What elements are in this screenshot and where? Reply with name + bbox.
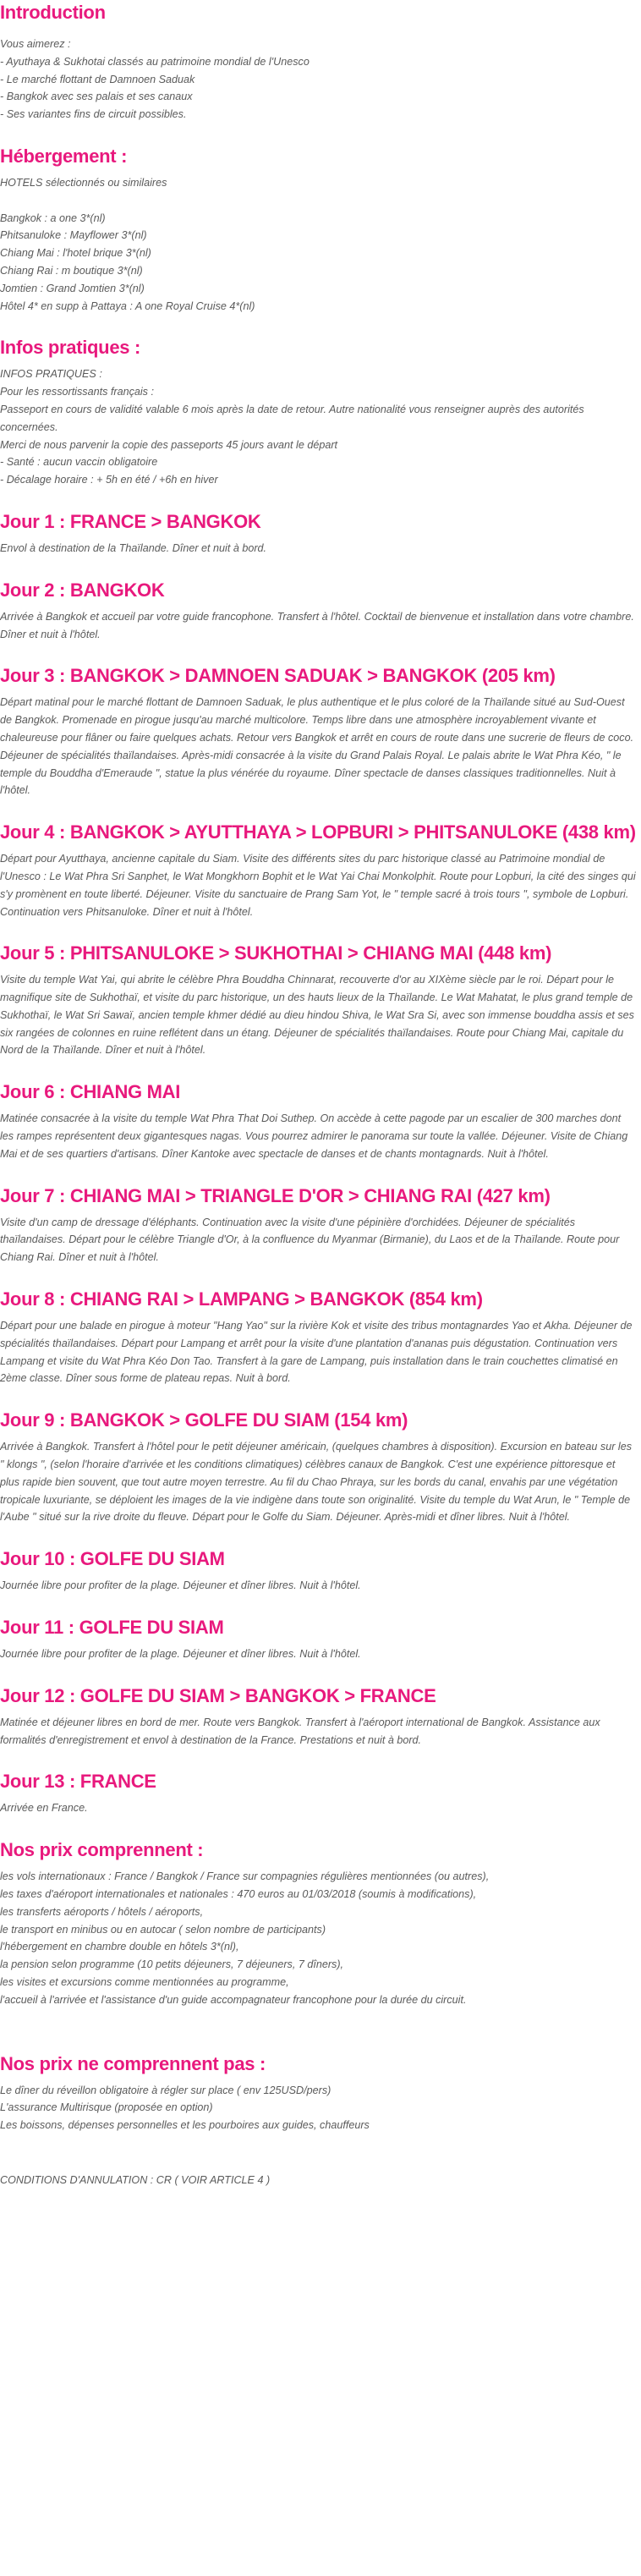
day-13-text: Arrivée en France. [0, 1802, 88, 1815]
day-8-text: Départ pour une balade en pirogue à moteur "Hang Yao" sur la rivière Kok et visite des tribus montagnardes Yao et Akha. Déjeuner de spécialités thaïlandaises. Départ pour Lampang et arrêt pour la visite d'une plantation d'ananas puis dégustation. Continuation vers Lampang et visite du Wat Phra Kéo Don Tao. Transfert à la gare de Lampang, puis installation dans le train couchettes climatisé en 2ème classe. Dîner sous forme de plateau repas. Nuit à bord. [0, 1320, 633, 1385]
infos-line: Passeport en cours de validité valable 6 mois après la date de retour. Autre nationalité vous renseigner auprès des autorités concernées. [0, 403, 584, 433]
day-3-heading: Jour 3 : BANGKOK > DAMNOEN SADUAK > BANGKOK (205 km) [0, 665, 556, 687]
intro-line: - Ses variantes fins de circuit possibles. [0, 108, 187, 121]
day-9-heading: Jour 9 : BANGKOK > GOLFE DU SIAM (154 km) [0, 1409, 408, 1431]
intro-body [0, 36, 641, 124]
prix-comprennent-line: les vols internationaux : France / Bangkok / France sur compagnies régulières mentionnées (ou autres), [0, 1870, 490, 1883]
day-8-heading: Jour 8 : CHIANG RAI > LAMPANG > BANGKOK (854 km) [0, 1288, 483, 1310]
infos-body [0, 365, 641, 489]
day-4-heading: Jour 4 : BANGKOK > AYUTTHAYA > LOPBURI > PHITSANULOKE (438 km) [0, 821, 636, 843]
hebergement-line: Chiang Mai : l'hotel brique 3*(nl) [0, 247, 151, 260]
day-9-text: Arrivée à Bangkok. Transfert à l'hôtel pour le petit déjeuner américain, (quelques chambres à disposition). Excursion en bateau sur les " klongs ", (selon l'horaire d'arrivée et les conditions climatiques) célèbres canaux de Bangkok. C'est une expérience pittoresque et plus rapide bien souvent, que tout autre moyen terrestre. Au fil du Chao Phraya, sur les bords du canal, envahis par une végétation tropicale luxuriante, se déploient les images de la vie indigène dans toute son originalité. Visite du temple du Wat Arun, le " Temple de l'Aube " situé sur la rive droite du fleuve. Départ pour le Golfe du Siam. Déjeuner. Après-midi et dîner libres. Nuit à l'hôtel. [0, 1441, 632, 1524]
hebergement-line: Jomtien : Grand Jomtien 3*(nl) [0, 282, 145, 294]
hebergement-line: Bangkok : a one 3*(nl) [0, 211, 106, 224]
hebergement-line: Phitsanuloke : Mayflower 3*(nl) [0, 229, 147, 242]
day-6-text: Matinée consacrée à la visite du temple Wat Phra That Doi Suthep. On accède à cette pagode par un escalier de 300 marches dont les rampes représentent deux gigantesques nagas. Vous pourrez admirer le panorama sur toute la vallée. Déjeuner. Visite de Chiang Mai et de ses quartiers d'artisans. Dîner Kantoke avec spectacle de danses et de chants montagnards. Nuit à l'hôtel. [0, 1112, 628, 1160]
hebergement-line: HOTELS sélectionnés ou similaires [0, 176, 167, 189]
day-2-heading: Jour 2 : BANGKOK [0, 579, 165, 601]
day-13-heading: Jour 13 : FRANCE [0, 1771, 156, 1793]
day-1-text: Envol à destination de la Thaïlande. Dîner et nuit à bord. [0, 541, 267, 554]
prix-ne-comprennent-line: L'assurance Multirisque (proposée en option) [0, 2101, 213, 2114]
prix-comprennent-line: les taxes d'aéroport internationales et nationales : 470 euros au 01/03/2018 (soumis à modifications), [0, 1888, 477, 1901]
hebergement-heading: Hébergement : [0, 145, 128, 167]
day-6-heading: Jour 6 : CHIANG MAI [0, 1081, 181, 1103]
intro-line: Vous aimerez : [0, 38, 71, 50]
day-1-heading: Jour 1 : FRANCE > BANGKOK [0, 510, 261, 532]
prix-ne-comprennent-heading: Nos prix ne comprennent pas : [0, 2052, 266, 2074]
day-12-heading: Jour 12 : GOLFE DU SIAM > BANGKOK > FRANCE [0, 1684, 436, 1706]
day-5-text: Visite du temple Wat Yai, qui abrite le célèbre Phra Bouddha Chinnarat, recouverte d'or au XIXème siècle par le roi. Départ pour le magnifique site de Sukhothaï, et visite du parc historique, un des hauts lieux de la Thaïlande. Le Wat Mahatat, le plus grand temple de Sukhothaï, le Wat Sri Sawaï, ancien temple khmer dédié au dieu hindou Shiva, le Wat Sra Si, avec son immense bouddha assis et ses six rangées de colonnes en ruine reflétent dans un étang. Déjeuner de spécialités thaïlandaises. Route pour Chiang Mai, capitale du Nord de la Thaïlande. Dîner et nuit à l'hôtel. [0, 974, 634, 1057]
day-5-heading: Jour 5 : PHITSANULOKE > SUKHOTHAI > CHIANG MAI (448 km) [0, 942, 552, 964]
intro-heading: Introduction [0, 2, 106, 23]
day-2-text: Arrivée à Bangkok et accueil par votre guide francophone. Transfert à l'hôtel. Cocktail de bienvenue et installation dans votre chambre. Dîner et nuit à l'hôtel. [0, 610, 634, 640]
prix-comprennent-line: la pension selon programme (10 petits déjeuners, 7 déjeuners, 7 dîners), [0, 1958, 344, 1971]
prix-comprennent-line: les visites et excursions comme mentionnées au programme, [0, 1976, 289, 1988]
day-10-text: Journée libre pour profiter de la plage. Déjeuner et dîner libres. Nuit à l'hôtel. [0, 1579, 361, 1592]
day-7-text: Visite d'un camp de dressage d'éléphants. Continuation avec la visite d'une pépinière d'orchidées. Déjeuner de spécialités thaïlandaises. Départ pour le célèbre Triangle d'Or, à la confluence du Myanmar (Birmanie), du Laos et de la Thaïlande. Route pour Chiang Rai. Dîner et nuit à l'hôtel. [0, 1216, 620, 1264]
infos-line: INFOS PRATIQUES : [0, 368, 102, 381]
prix-comprennent-heading: Nos prix comprennent : [0, 1839, 204, 1861]
prix-comprennent-line: les transferts aéroports / hôtels / aéroports, [0, 1905, 204, 1918]
prix-ne-comprennent-line: Le dîner du réveillon obligatoire à régler sur place ( env 125USD/pers) [0, 2084, 331, 2096]
prix-comprennent-line: l'hébergement en chambre double en hôtels 3*(nl), [0, 1941, 239, 1953]
hebergement-line: Hôtel 4* en supp à Pattaya : A one Royal Cruise 4*(nl) [0, 299, 255, 312]
hebergement-line [0, 192, 636, 210]
prix-ne-comprennent-line: Les boissons, dépenses personnelles et les pourboires aux guides, chauffeurs [0, 2119, 370, 2132]
intro-line: - Bangkok avec ses palais et ses canaux [0, 91, 193, 103]
conditions-annulation: CONDITIONS D'ANNULATION : CR ( VOIR ARTICLE 4 ) [0, 2173, 271, 2186]
hebergement-body [0, 174, 641, 315]
infos-line: - Décalage horaire : + 5h en été / +6h en hiver [0, 474, 218, 486]
prix-comprennent-line: le transport en minibus ou en autocar ( selon nombre de participants) [0, 1923, 326, 1936]
day-11-heading: Jour 11 : GOLFE DU SIAM [0, 1617, 224, 1639]
day-7-heading: Jour 7 : CHIANG MAI > TRIANGLE D'OR > CHIANG RAI (427 km) [0, 1184, 551, 1206]
prix-comprennent-body [0, 1868, 641, 2008]
prix-ne-comprennent-body [0, 2082, 641, 2134]
intro-line: - Le marché flottant de Damnoen Saduak [0, 73, 195, 85]
infos-line: - Santé : aucun vaccin obligatoire [0, 456, 158, 469]
day-4-text: Départ pour Ayutthaya, ancienne capitale du Siam. Visite des différents sites du parc historique classé au Patrimoine mondial de l'Unesco : Le Wat Phra Sri Sanphet, le Wat Mongkhorn Bophit et le Wat Yai Chai Monkolphit. Route pour Lopburi, la cité des singes qui s'y promènent en toute liberté. Déjeuner. Visite du sanctuaire de Prang Sam Yot, le " temple sacré à trois tours ", symbole de Lopburi. Continuation vers Phitsanuloke. Dîner et nuit à l'hôtel. [0, 853, 636, 918]
day-10-heading: Jour 10 : GOLFE DU SIAM [0, 1548, 225, 1570]
infos-line: Pour les ressortissants français : [0, 386, 154, 398]
prix-comprennent-line: l'accueil à l'arrivée et l'assistance d'un guide accompagnateur francophone pour la durée du circuit. [0, 1993, 467, 2006]
day-12-text: Matinée et déjeuner libres en bord de mer. Route vers Bangkok. Transfert à l'aéroport international de Bangkok. Assistance aux formalités d'enregistrement et envol à destination de la France. Prestations et nuit à bord. [0, 1716, 600, 1746]
hebergement-line: Chiang Rai : m boutique 3*(nl) [0, 264, 143, 277]
infos-line: Merci de nous parvenir la copie des passeports 45 jours avant le départ [0, 438, 338, 451]
day-11-text: Journée libre pour profiter de la plage. Déjeuner et dîner libres. Nuit à l'hôtel. [0, 1648, 361, 1661]
intro-line: - Ayuthaya & Sukhotai classés au patrimoine mondial de l'Unesco [0, 55, 310, 68]
infos-heading: Infos pratiques : [0, 337, 141, 359]
day-3-text: Départ matinal pour le marché flottant de Damnoen Saduak, le plus authentique et le plus coloré de la Thaïlande situé au Sud-Ouest de Bangkok. Promenade en pirogue jusqu'au marché multicolore. Temps libre dans une atmosphère incroyablement vivante et chaleureuse pour flâner ou faire quelques achats. Retour vers Bangkok et arrêt en cours de route dans une sucrerie de fleurs de coco. Déjeuner de spécialités thaïlandaises. Après-midi consacrée à la visite du Grand Palais Royal. Le palais abrite le Wat Phra Kéo, " le temple du Bouddha d'Emeraude ", statue la plus vénérée du royaume. Dîner spectacle de danses classiques traditionnelles. Nuit à l'hôtel. [0, 696, 634, 797]
